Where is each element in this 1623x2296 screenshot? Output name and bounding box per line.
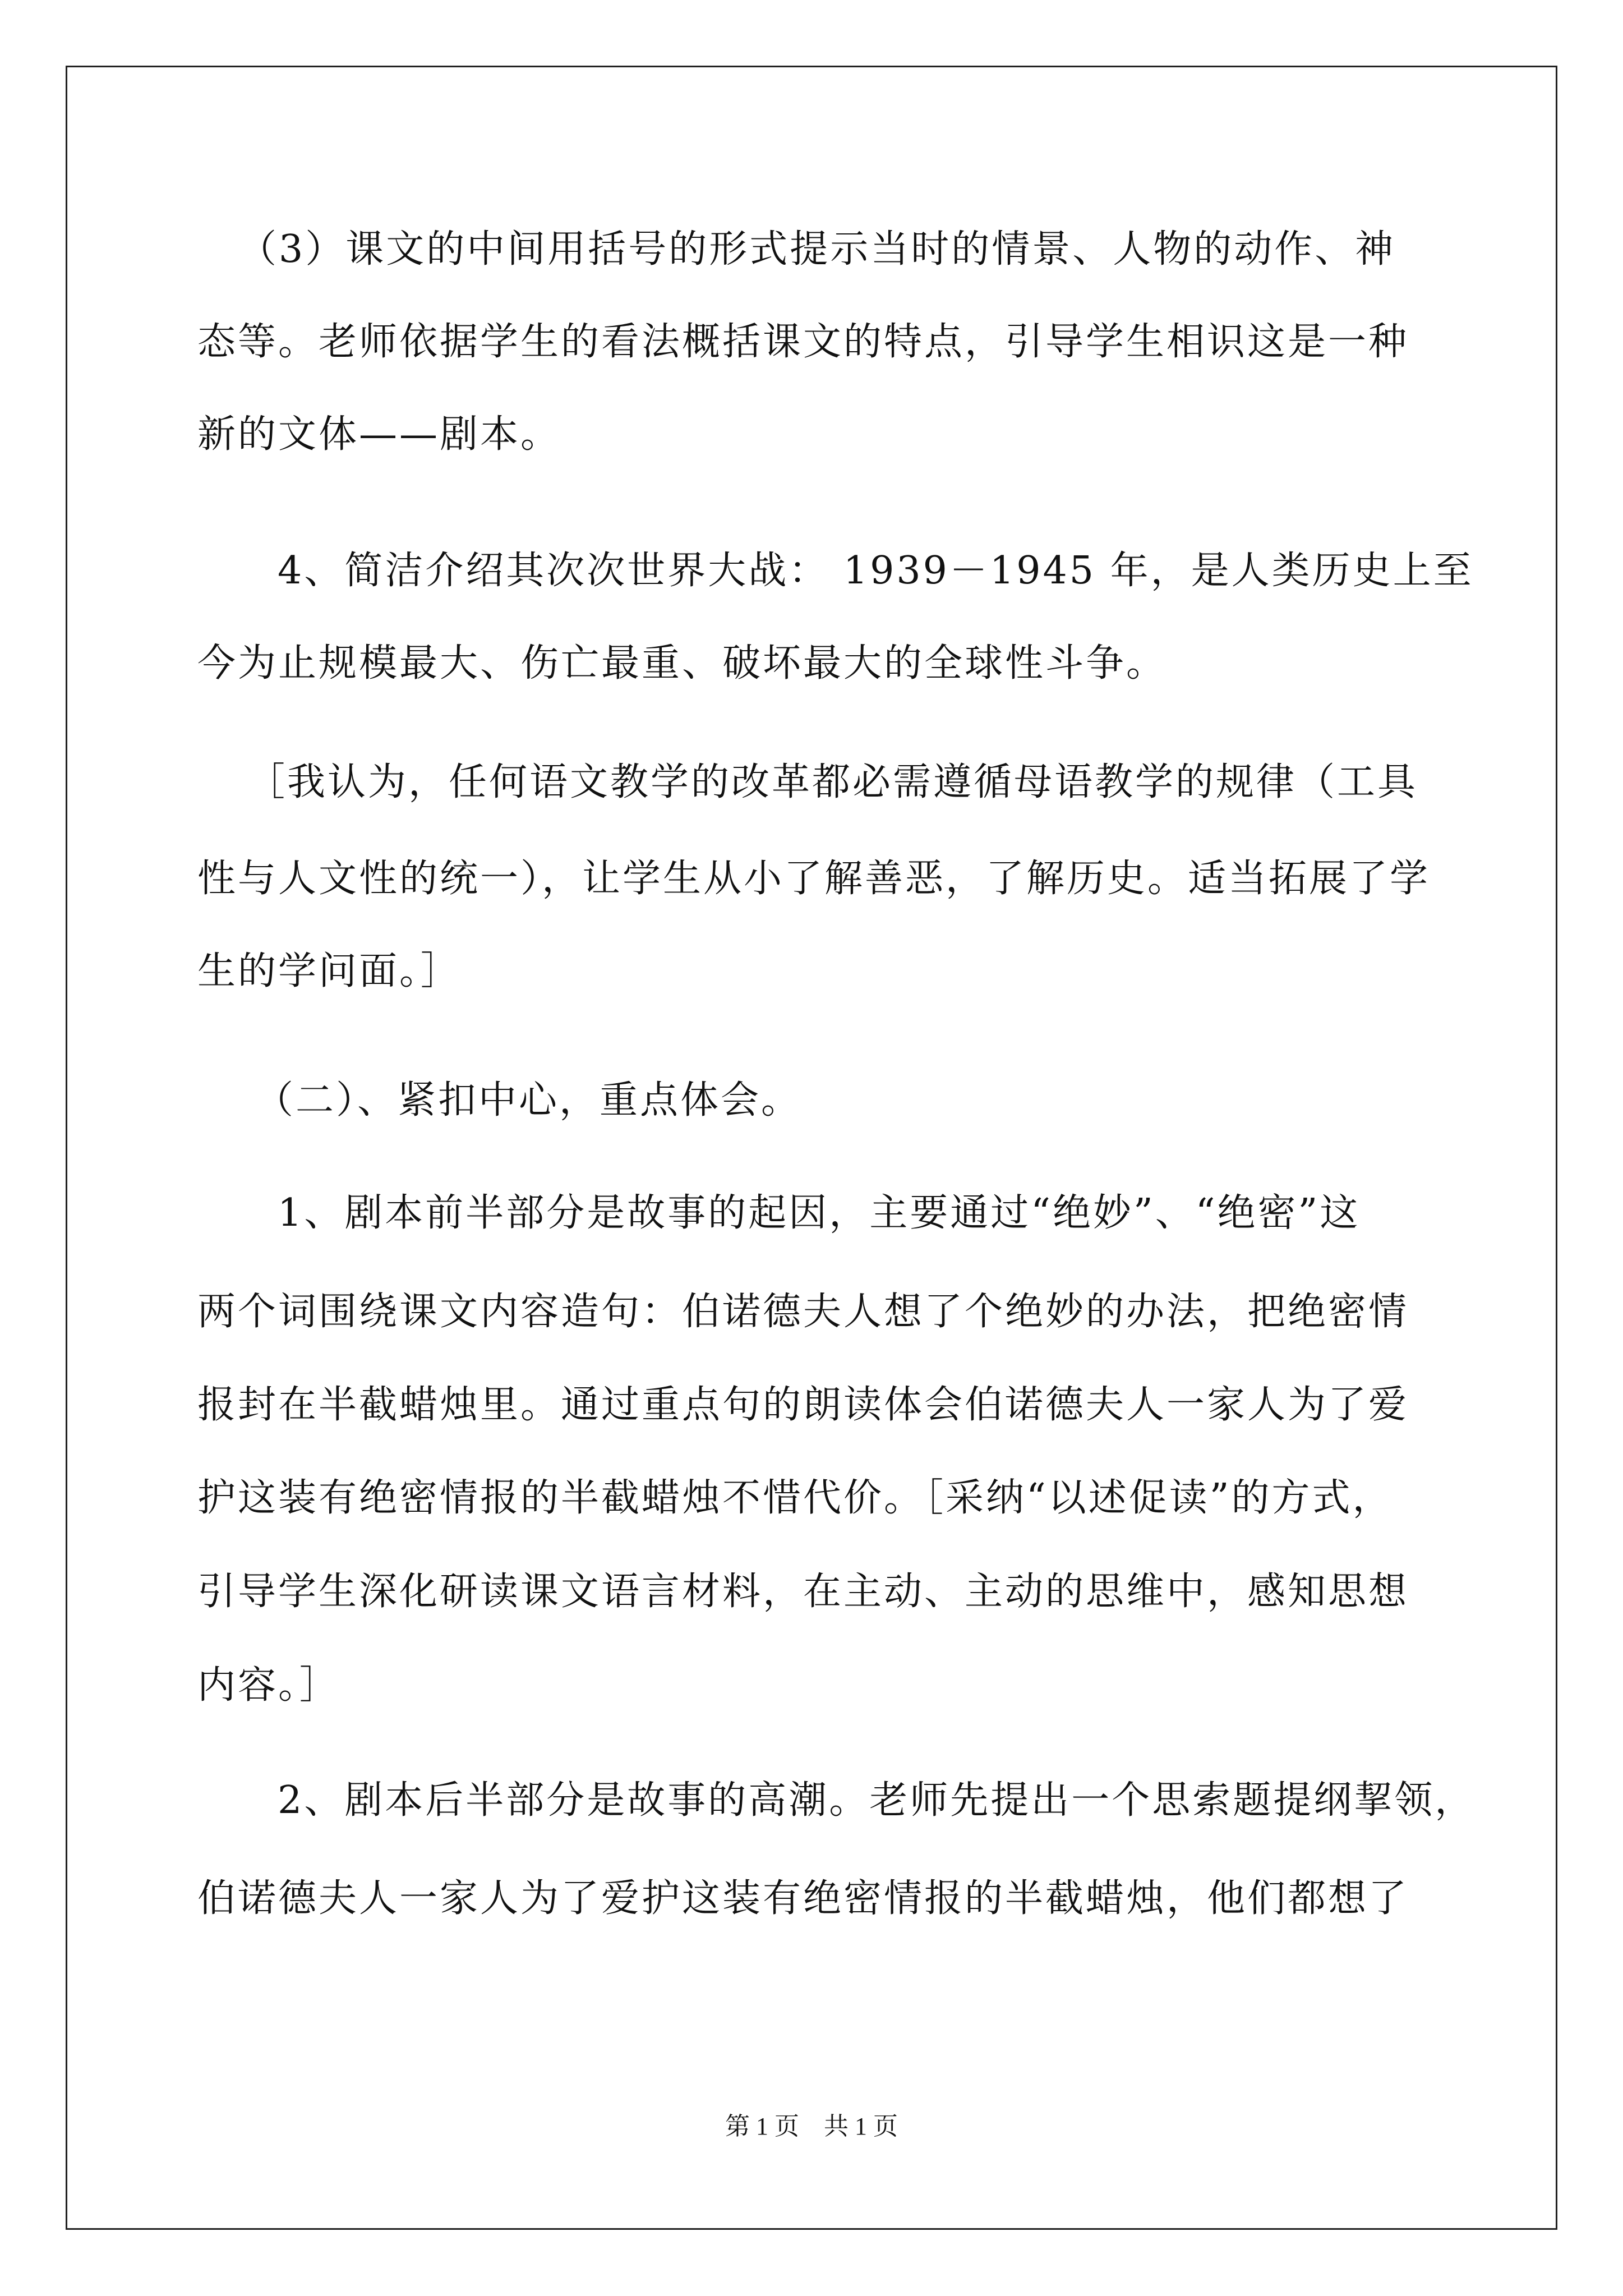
text-line-16: 2、剧本后半部分是故事的高潮。老师先提出一个思索题提纲挈领， bbox=[278, 1778, 1476, 1823]
text-line-17: 伯诺德夫人一家人为了爱护这装有绝密情报的半截蜡烛，他们都想了 bbox=[197, 1876, 1409, 1921]
text-line-4: 4、简洁介绍其次次世界大战： 1939－1945 年，是人类历史上至 bbox=[278, 549, 1474, 593]
text-line-14: 引导学生深化研读课文语言材料，在主动、主动的思维中，感知思想 bbox=[197, 1570, 1409, 1614]
text-line-1: （3）课文的中间用括号的形式提示当时的情景、人物的动作、神 bbox=[238, 227, 1396, 272]
page-footer: 第 1 页 共 1 页 bbox=[725, 2113, 898, 2140]
text-line-12: 报封在半截蜡烛里。通过重点句的朗读体会伯诺德夫人一家人为了爱 bbox=[197, 1383, 1409, 1427]
text-line-2: 态等。老师依据学生的看法概括课文的特点，引导学生相识这是一种 bbox=[197, 320, 1409, 364]
text-line-8: 生的学问面。］ bbox=[197, 949, 462, 993]
text-line-10: 1、剧本前半部分是故事的起因，主要通过“绝妙”、“绝密”这 bbox=[278, 1191, 1361, 1235]
text-line-5: 今为止规模最大、伤亡最重、破坏最大的全球性斗争。 bbox=[197, 641, 1167, 685]
text-line-6: ［我认为，任何语文教学的改革都必需遵循母语教学的规律（工具 bbox=[247, 760, 1418, 804]
text-line-9: （二）、紧扣中心，重点体会。 bbox=[255, 1078, 802, 1122]
text-line-11: 两个词围绕课文内容造句：伯诺德夫人想了个绝妙的办法，把绝密情 bbox=[197, 1290, 1409, 1334]
text-line-13: 护这装有绝密情报的半截蜡烛不惜代价。［采纳“以述促读”的方式， bbox=[197, 1476, 1393, 1520]
text-line-3: 新的文体——剧本。 bbox=[197, 412, 561, 457]
text-line-15: 内容。］ bbox=[197, 1663, 340, 1708]
text-line-7: 性与人文性的统一），让学生从小了解善恶，了解历史。适当拓展了学 bbox=[197, 857, 1431, 901]
